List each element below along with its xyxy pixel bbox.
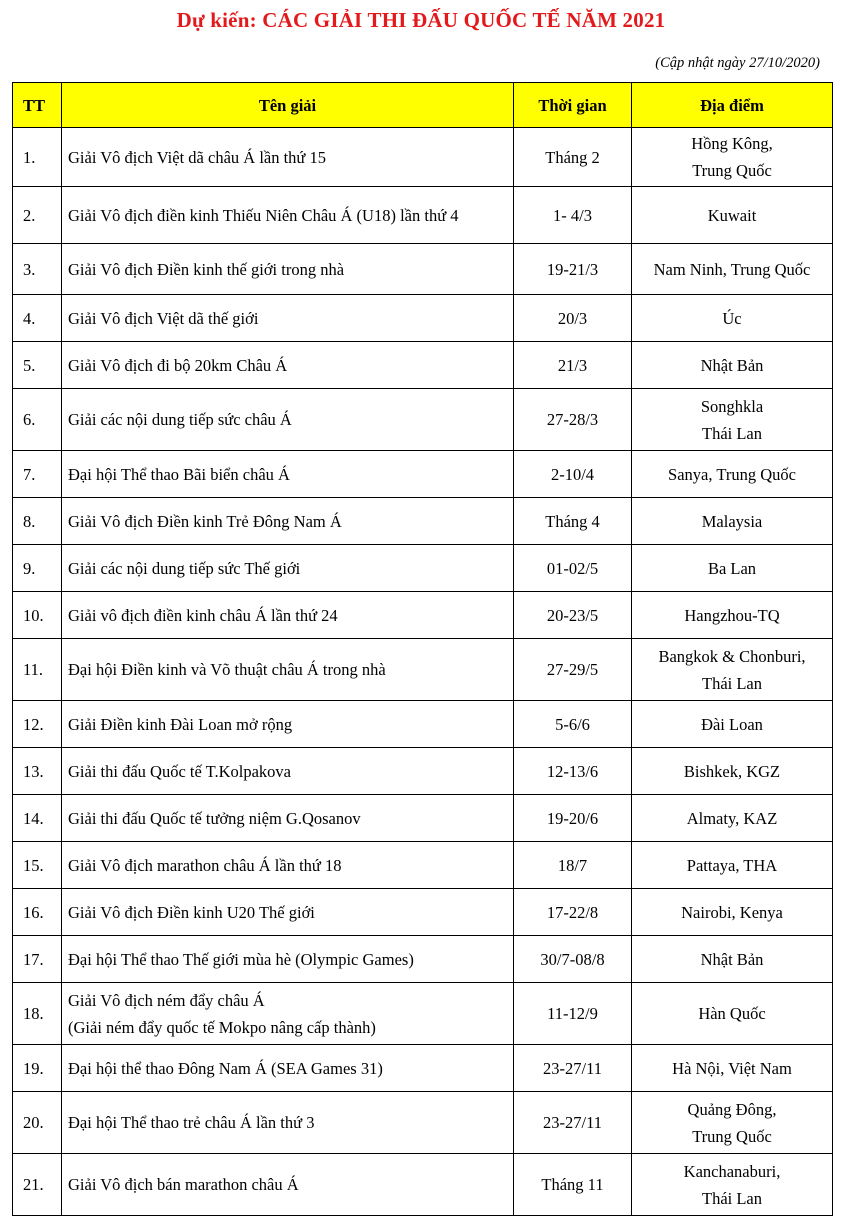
- events-table: [12, 82, 833, 1216]
- table-row: [13, 592, 833, 639]
- table-row: [13, 498, 833, 545]
- table-body: [13, 128, 833, 1216]
- cell-time: 20-23/5: [514, 592, 632, 639]
- cell-tt: 16.: [13, 889, 62, 936]
- cell-location: [632, 128, 833, 187]
- location-line: Hàn Quốc: [698, 1004, 766, 1023]
- location-line: Thái Lan: [701, 1188, 762, 1208]
- cell-time: Tháng 2: [514, 128, 632, 187]
- location-line: Songhkla: [700, 396, 764, 416]
- cell-time: 27-29/5: [514, 639, 632, 701]
- cell-location: [632, 592, 833, 639]
- cell-time: 23-27/11: [514, 1045, 632, 1092]
- event-name-line: Giải Vô địch Điền kinh thế giới trong nhà: [68, 259, 345, 279]
- cell-location: [632, 748, 833, 795]
- event-name-line: Giải thi đấu Quốc tế tưởng niệm G.Qosanov: [68, 808, 361, 828]
- cell-time: Tháng 11: [514, 1154, 632, 1216]
- cell-tt: 18.: [13, 983, 62, 1045]
- cell-name: [62, 545, 514, 592]
- location-line: Hồng Kông,: [691, 134, 773, 153]
- cell-name: [62, 128, 514, 187]
- location-line: Trung Quốc: [692, 1126, 772, 1146]
- event-name-line: Đại hội thể thao Đông Nam Á (SEA Games 31): [68, 1058, 383, 1078]
- location-line: Kuwait: [707, 205, 757, 225]
- table-row: [13, 983, 833, 1045]
- cell-name: [62, 592, 514, 639]
- title-prefix: Dự kiến:: [176, 8, 257, 32]
- cell-location: [632, 701, 833, 748]
- location-line: Nhật Bản: [700, 355, 764, 375]
- cell-tt: 1.: [13, 128, 62, 187]
- cell-location: [632, 545, 833, 592]
- location-line: Nam Ninh, Trung Quốc: [653, 259, 811, 279]
- cell-location: [632, 451, 833, 498]
- cell-tt: 19.: [13, 1045, 62, 1092]
- title-main: CÁC GIẢI THI ĐẤU QUỐC TẾ NĂM 2021: [262, 8, 666, 32]
- column-header-tt: TT: [13, 83, 62, 128]
- cell-tt: 7.: [13, 451, 62, 498]
- event-name-line: Giải Vô địch Việt dã thế giới: [68, 308, 259, 328]
- event-name-line: Giải thi đấu Quốc tế T.Kolpakova: [68, 761, 291, 781]
- cell-tt: 5.: [13, 342, 62, 389]
- table-row: [13, 1154, 833, 1216]
- table-row: [13, 389, 833, 451]
- cell-name: [62, 842, 514, 889]
- cell-name: [62, 244, 514, 295]
- table-row: [13, 795, 833, 842]
- cell-name: [62, 1154, 514, 1216]
- table-row: [13, 639, 833, 701]
- cell-time: 11-12/9: [514, 983, 632, 1045]
- table-row: [13, 187, 833, 244]
- cell-tt: 8.: [13, 498, 62, 545]
- table-header-row: [13, 83, 833, 128]
- cell-name: [62, 889, 514, 936]
- event-name-line: Giải Điền kinh Đài Loan mở rộng: [68, 714, 293, 734]
- cell-time: 2-10/4: [514, 451, 632, 498]
- cell-name: [62, 342, 514, 389]
- location-line: Almaty, KAZ: [686, 808, 778, 828]
- cell-location: [632, 639, 833, 701]
- column-header-time: Thời gian: [514, 83, 632, 128]
- event-name-line: Giải Vô địch đi bộ 20km Châu Á: [68, 355, 288, 375]
- location-line: Bangkok & Chonburi,: [658, 646, 806, 666]
- location-line: Trung Quốc: [692, 161, 772, 180]
- cell-name: [62, 295, 514, 342]
- event-name-line: Đại hội Thể thao trẻ châu Á lần thứ 3: [68, 1113, 315, 1132]
- event-name-line: Giải Vô địch Điền kinh Trẻ Đông Nam Á: [68, 511, 342, 531]
- event-name-line: Giải các nội dung tiếp sức Thế giới: [68, 558, 301, 578]
- event-name-line: Giải các nội dung tiếp sức châu Á: [68, 410, 292, 429]
- event-name-line: Đại hội Thể thao Thế giới mùa hè (Olympic Games): [68, 949, 414, 969]
- cell-name: [62, 936, 514, 983]
- event-name-line: Giải Vô địch ném đẩy châu Á: [68, 990, 265, 1010]
- updated-date: (Cập nhật ngày 27/10/2020): [655, 55, 820, 71]
- cell-tt: 3.: [13, 244, 62, 295]
- cell-time: 01-02/5: [514, 545, 632, 592]
- cell-tt: 20.: [13, 1092, 62, 1154]
- event-name-line: (Giải ném đẩy quốc tế Mokpo nâng cấp thành): [68, 1017, 376, 1037]
- cell-location: [632, 842, 833, 889]
- cell-time: 27-28/3: [514, 389, 632, 451]
- location-line: Pattaya, THA: [686, 855, 778, 875]
- cell-tt: 10.: [13, 592, 62, 639]
- cell-location: [632, 244, 833, 295]
- cell-name: [62, 795, 514, 842]
- location-line: Quảng Đông,: [687, 1099, 777, 1119]
- cell-name: [62, 639, 514, 701]
- location-line: Hà Nội, Việt Nam: [672, 1058, 792, 1078]
- cell-name: [62, 1045, 514, 1092]
- event-name-line: Đại hội Thể thao Bãi biển châu Á: [68, 464, 290, 484]
- event-name-line: Giải Vô địch bán marathon châu Á: [68, 1175, 299, 1194]
- table-row: [13, 545, 833, 592]
- table-row: [13, 748, 833, 795]
- location-line: Bishkek, KGZ: [683, 761, 781, 781]
- cell-location: [632, 1092, 833, 1154]
- event-name-line: Giải Vô địch marathon châu Á lần thứ 18: [68, 855, 342, 875]
- event-name-line: Giải Vô địch Việt dã châu Á lần thứ 15: [68, 147, 326, 167]
- table-row: [13, 889, 833, 936]
- cell-location: [632, 936, 833, 983]
- location-line: Thái Lan: [701, 673, 762, 693]
- cell-tt: 6.: [13, 389, 62, 451]
- column-header-name: Tên giải: [62, 83, 514, 128]
- column-header-location: Địa điểm: [632, 83, 833, 128]
- cell-time: 18/7: [514, 842, 632, 889]
- cell-time: 19-20/6: [514, 795, 632, 842]
- cell-tt: 13.: [13, 748, 62, 795]
- event-name-line: Giải Vô địch Điền kinh U20 Thế giới: [68, 902, 315, 922]
- event-name-line: Giải Vô địch điền kinh Thiếu Niên Châu Á (U18) lần thứ 4: [68, 205, 459, 225]
- cell-time: 1- 4/3: [514, 187, 632, 244]
- cell-name: [62, 451, 514, 498]
- cell-time: 17-22/8: [514, 889, 632, 936]
- cell-time: 12-13/6: [514, 748, 632, 795]
- cell-tt: 15.: [13, 842, 62, 889]
- cell-name: [62, 389, 514, 451]
- table-row: [13, 701, 833, 748]
- cell-location: [632, 187, 833, 244]
- location-line: Ba Lan: [707, 558, 757, 578]
- cell-time: 30/7-08/8: [514, 936, 632, 983]
- cell-location: [632, 389, 833, 451]
- event-name-line: Giải vô địch điền kinh châu Á lần thứ 24: [68, 605, 338, 625]
- cell-tt: 4.: [13, 295, 62, 342]
- cell-name: [62, 187, 514, 244]
- location-line: Đài Loan: [701, 714, 763, 734]
- table-row: [13, 342, 833, 389]
- event-name-line: Đại hội Điền kinh và Võ thuật châu Á trong nhà: [68, 660, 386, 679]
- cell-time: Tháng 4: [514, 498, 632, 545]
- cell-tt: 14.: [13, 795, 62, 842]
- location-line: Hangzhou-TQ: [684, 605, 780, 625]
- cell-tt: 17.: [13, 936, 62, 983]
- cell-name: [62, 1092, 514, 1154]
- cell-location: [632, 295, 833, 342]
- cell-location: [632, 983, 833, 1045]
- location-line: Nhật Bản: [700, 949, 764, 969]
- table-row: [13, 244, 833, 295]
- cell-name: [62, 983, 514, 1045]
- cell-location: [632, 342, 833, 389]
- cell-location: [632, 1154, 833, 1216]
- location-line: Úc: [722, 308, 742, 328]
- table-row: [13, 936, 833, 983]
- cell-name: [62, 701, 514, 748]
- table-row: [13, 1045, 833, 1092]
- location-line: Malaysia: [701, 511, 763, 531]
- table-row: [13, 295, 833, 342]
- cell-tt: 9.: [13, 545, 62, 592]
- cell-name: [62, 498, 514, 545]
- cell-time: 21/3: [514, 342, 632, 389]
- cell-tt: 11.: [13, 639, 62, 701]
- cell-time: 5-6/6: [514, 701, 632, 748]
- location-line: Thái Lan: [701, 423, 762, 443]
- cell-time: 20/3: [514, 295, 632, 342]
- cell-location: [632, 498, 833, 545]
- table-row: [13, 842, 833, 889]
- cell-tt: 2.: [13, 187, 62, 244]
- cell-tt: 12.: [13, 701, 62, 748]
- cell-location: [632, 1045, 833, 1092]
- page-title: [0, 8, 842, 33]
- table-row: [13, 451, 833, 498]
- table-row: [13, 1092, 833, 1154]
- cell-time: 19-21/3: [514, 244, 632, 295]
- cell-tt: 21.: [13, 1154, 62, 1216]
- table-row: [13, 128, 833, 187]
- location-line: Kanchanaburi,: [683, 1161, 781, 1181]
- cell-name: [62, 748, 514, 795]
- location-line: Nairobi, Kenya: [681, 902, 783, 922]
- cell-location: [632, 795, 833, 842]
- location-line: Sanya, Trung Quốc: [668, 464, 796, 484]
- cell-time: 23-27/11: [514, 1092, 632, 1154]
- cell-location: [632, 889, 833, 936]
